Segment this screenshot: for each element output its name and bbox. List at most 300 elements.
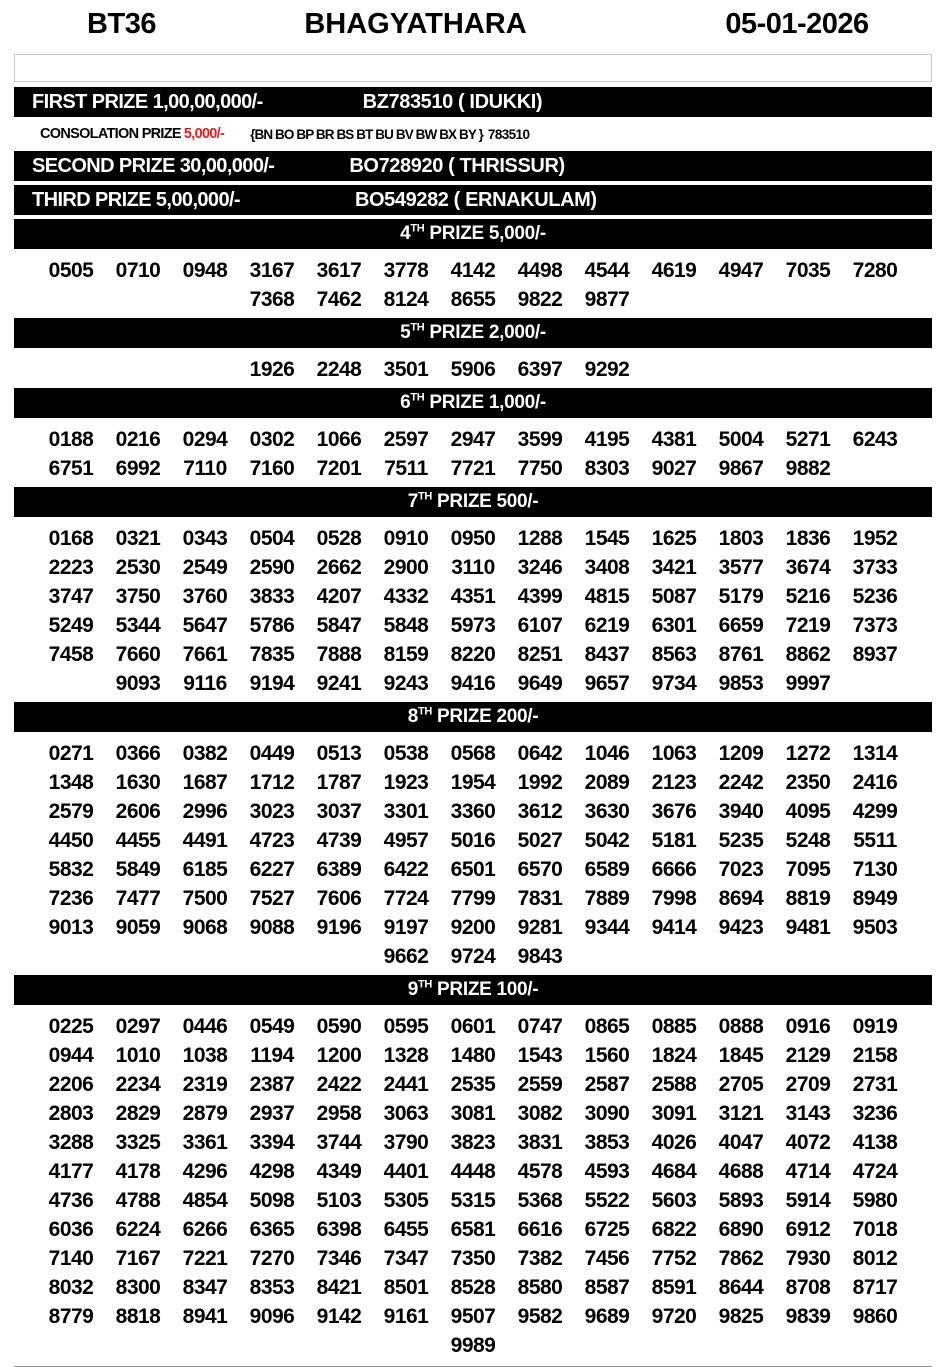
number-row [14, 553, 932, 582]
number-cell: 5511 [853, 828, 897, 852]
number-cell: 7862 [718, 1246, 764, 1270]
number-cell: 9503 [852, 915, 898, 939]
number-cell: 3246 [517, 555, 563, 579]
number-cell: 5522 [584, 1188, 630, 1212]
number-cell: 0271 [48, 741, 94, 765]
number-cell: 8353 [249, 1275, 295, 1299]
seventh-prize-suffix: TH [417, 490, 433, 503]
number-cell: 3747 [48, 584, 94, 608]
number-cell: 8580 [517, 1275, 563, 1299]
number-cell: 4854 [182, 1188, 228, 1212]
number-cell: 9825 [718, 1304, 764, 1328]
number-cell: 3501 [383, 357, 429, 381]
number-cell: 1010 [115, 1043, 161, 1067]
sixth-prize-amount: PRIZE 1,000/- [424, 392, 546, 413]
number-cell: 8717 [852, 1275, 898, 1299]
number-cell: 4815 [584, 584, 630, 608]
number-cell: 8437 [584, 642, 630, 666]
number-cell: 3831 [517, 1130, 563, 1154]
number-cell: 0225 [48, 1014, 94, 1038]
number-cell: 0294 [182, 427, 228, 451]
number-cell: 4178 [115, 1159, 161, 1183]
number-cell: 1480 [450, 1043, 496, 1067]
number-cell: 3676 [651, 799, 697, 823]
number-cell: 7236 [48, 886, 94, 910]
consolation-prize-label: CONSOLATION PRIZE [40, 126, 181, 142]
number-cell: 4177 [48, 1159, 94, 1183]
second-prize-bar [14, 151, 932, 181]
number-cell: 4332 [383, 584, 429, 608]
number-cell: 1038 [182, 1043, 228, 1067]
number-cell: 9013 [48, 915, 94, 939]
number-cell: 7888 [316, 642, 362, 666]
number-row [14, 256, 932, 285]
number-cell: 2234 [115, 1072, 161, 1096]
number-cell: 4047 [718, 1130, 764, 1154]
number-cell: 8124 [383, 287, 429, 311]
number-cell: 7831 [517, 886, 563, 910]
number-cell: 1543 [517, 1043, 563, 1067]
number-cell: 2123 [651, 770, 697, 794]
number-cell: 6185 [182, 857, 228, 881]
number-cell: 2587 [584, 1072, 630, 1096]
number-cell: 9142 [316, 1304, 362, 1328]
number-cell: 6398 [316, 1217, 362, 1241]
fifth-prize-amount: PRIZE 2,000/- [424, 322, 546, 343]
number-cell: 0865 [584, 1014, 630, 1038]
number-row [14, 1041, 932, 1070]
number-cell: 2996 [182, 799, 228, 823]
ninth-prize-amount: PRIZE 100/- [432, 979, 539, 1000]
number-cell: 3833 [249, 584, 295, 608]
number-cell: 3778 [383, 258, 429, 282]
number-cell: 1836 [785, 526, 831, 550]
number-cell: 7724 [383, 886, 429, 910]
number-cell: 0595 [383, 1014, 429, 1038]
number-cell: 5344 [115, 613, 161, 637]
number-cell: 7527 [249, 886, 295, 910]
number-cell: 9423 [718, 915, 764, 939]
number-cell: 6301 [651, 613, 697, 637]
number-cell: 0343 [182, 526, 228, 550]
number-cell: 3288 [48, 1130, 94, 1154]
number-cell: 2590 [249, 555, 295, 579]
number-cell: 9414 [651, 915, 697, 939]
consolation-number: 783510 [487, 126, 530, 142]
number-cell: 8300 [115, 1275, 161, 1299]
number-cell: 6725 [584, 1217, 630, 1241]
number-cell: 9088 [249, 915, 295, 939]
number-cell: 5235 [718, 828, 764, 852]
number-row [14, 913, 932, 942]
number-row [14, 1128, 932, 1157]
number-cell: 4450 [48, 828, 94, 852]
lottery-code: BT36 [87, 8, 156, 40]
number-cell: 8818 [115, 1304, 161, 1328]
number-cell: 7752 [651, 1246, 697, 1270]
number-cell: 4455 [115, 828, 161, 852]
number-cell: 3853 [584, 1130, 630, 1154]
number-cell: 0446 [182, 1014, 228, 1038]
number-row [14, 797, 932, 826]
number-cell: 3110 [451, 555, 495, 579]
number-cell: 9853 [718, 671, 764, 695]
number-row [14, 768, 932, 797]
number-cell: 7930 [785, 1246, 831, 1270]
number-cell: 3744 [316, 1130, 362, 1154]
number-row [14, 1331, 932, 1360]
number-cell: 3612 [517, 799, 563, 823]
ninth-prize-label [408, 979, 539, 1001]
number-cell: 3577 [718, 555, 764, 579]
number-cell: 4026 [651, 1130, 697, 1154]
number-cell: 2709 [785, 1072, 831, 1096]
number-cell: 3733 [852, 555, 898, 579]
number-cell: 7167 [115, 1246, 161, 1270]
number-cell: 9822 [517, 287, 563, 311]
number-cell: 4724 [852, 1159, 898, 1183]
number-cell: 2900 [383, 555, 429, 579]
fourth-prize-suffix: TH [410, 222, 425, 235]
number-cell: 9161 [383, 1304, 429, 1328]
number-cell: 2129 [785, 1043, 831, 1067]
number-cell: 2248 [316, 357, 362, 381]
number-cell: 1272 [785, 741, 831, 765]
number-cell: 6227 [249, 857, 295, 881]
number-cell: 8819 [785, 886, 831, 910]
number-cell: 4207 [316, 584, 362, 608]
number-cell: 4544 [584, 258, 630, 282]
number-cell: 7500 [182, 886, 228, 910]
number-cell: 7221 [182, 1246, 228, 1270]
sixth-prize-ordinal: 6 [400, 392, 411, 413]
number-cell: 2559 [517, 1072, 563, 1096]
number-cell: 9867 [718, 456, 764, 480]
number-cell: 9197 [383, 915, 429, 939]
number-cell: 9724 [450, 944, 496, 968]
number-cell: 9843 [517, 944, 563, 968]
number-cell: 7373 [852, 613, 898, 637]
number-cell: 9068 [182, 915, 228, 939]
fifth-prize-suffix: TH [410, 321, 425, 334]
number-row [14, 942, 932, 971]
number-cell: 5847 [316, 613, 362, 637]
number-cell: 4351 [450, 584, 496, 608]
fifth-prize-numbers [14, 352, 932, 388]
number-cell: 3023 [249, 799, 295, 823]
number-cell: 5181 [651, 828, 697, 852]
fourth-prize-ordinal: 4 [400, 223, 411, 244]
number-cell: 0590 [316, 1014, 362, 1038]
number-cell: 7799 [450, 886, 496, 910]
first-prize-ticket: BZ783510 ( IDUKKI) [362, 90, 543, 113]
number-cell: 2319 [182, 1072, 228, 1096]
ninth-prize-numbers [14, 1009, 932, 1364]
number-cell: 9096 [249, 1304, 295, 1328]
number-cell: 3236 [852, 1101, 898, 1125]
number-cell: 1923 [383, 770, 429, 794]
number-cell: 2606 [115, 799, 161, 823]
number-cell: 8708 [785, 1275, 831, 1299]
number-cell: 3167 [249, 258, 295, 282]
number-cell: 4619 [651, 258, 697, 282]
number-cell: 8949 [852, 886, 898, 910]
number-row [14, 285, 932, 314]
number-row [14, 582, 932, 611]
sixth-prize-numbers [14, 422, 932, 487]
number-row [14, 855, 932, 884]
number-cell: 1954 [450, 770, 496, 794]
number-cell: 4714 [785, 1159, 831, 1183]
number-cell: 3081 [450, 1101, 496, 1125]
number-cell: 0710 [115, 258, 161, 282]
number-cell: 7889 [584, 886, 630, 910]
number-cell: 1066 [316, 427, 362, 451]
number-cell: 7458 [48, 642, 94, 666]
lottery-name: BHAGYATHARA [304, 8, 527, 40]
number-cell: 2530 [115, 555, 161, 579]
number-row [14, 1302, 932, 1331]
number-cell: 3599 [517, 427, 563, 451]
number-cell: 7110 [183, 456, 227, 480]
number-row [14, 611, 932, 640]
number-cell: 3630 [584, 799, 630, 823]
number-cell: 7140 [48, 1246, 94, 1270]
number-cell: 9662 [383, 944, 429, 968]
number-cell: 5893 [718, 1188, 764, 1212]
number-cell: 1200 [316, 1043, 362, 1067]
number-cell: 3143 [785, 1101, 831, 1125]
number-cell: 5848 [383, 613, 429, 637]
number-cell: 5906 [450, 357, 496, 381]
consolation-prize-amount: 5,000/- [183, 126, 225, 142]
number-cell: 7130 [852, 857, 898, 881]
notes-box[interactable] [14, 54, 932, 82]
number-cell: 6389 [316, 857, 362, 881]
number-cell: 8032 [48, 1275, 94, 1299]
number-cell: 0188 [48, 427, 94, 451]
number-row [14, 1157, 932, 1186]
eighth-prize-bar [14, 702, 932, 732]
number-cell: 9200 [450, 915, 496, 939]
consolation-series-list: {BN BO BP BR BS BT BU BV BW BX BY } [250, 126, 483, 142]
number-cell: 7346 [316, 1246, 362, 1270]
number-cell: 0505 [48, 258, 94, 282]
number-cell: 3823 [450, 1130, 496, 1154]
fourth-prize-numbers [14, 253, 932, 318]
number-cell: 4957 [383, 828, 429, 852]
number-cell: 5849 [115, 857, 161, 881]
number-cell: 9989 [450, 1333, 496, 1357]
second-prize-ticket: BO728920 ( THRISSUR) [349, 154, 565, 177]
number-cell: 3408 [584, 555, 630, 579]
fourth-prize-bar [14, 219, 932, 249]
number-cell: 7095 [785, 857, 831, 881]
number-cell: 7998 [651, 886, 697, 910]
number-cell: 5042 [584, 828, 630, 852]
number-cell: 2158 [852, 1043, 898, 1067]
document-header [14, 0, 932, 54]
seventh-prize-label [408, 491, 539, 513]
number-cell: 8159 [383, 642, 429, 666]
number-cell: 7219 [785, 613, 831, 637]
number-cell: 9093 [115, 671, 161, 695]
number-cell: 9194 [249, 671, 295, 695]
number-cell: 6266 [182, 1217, 228, 1241]
number-cell: 6581 [450, 1217, 496, 1241]
number-cell: 1348 [48, 770, 94, 794]
number-cell: 9839 [785, 1304, 831, 1328]
number-cell: 5973 [450, 613, 496, 637]
number-cell: 7382 [517, 1246, 563, 1270]
fourth-prize-amount: PRIZE 5,000/- [424, 223, 546, 244]
number-cell: 1046 [584, 741, 630, 765]
number-cell: 8587 [584, 1275, 630, 1299]
number-cell: 5027 [517, 828, 563, 852]
number-cell: 9882 [785, 456, 831, 480]
number-cell: 6890 [718, 1217, 764, 1241]
number-cell: 9241 [316, 671, 362, 695]
number-cell: 2803 [48, 1101, 94, 1125]
number-cell: 9196 [316, 915, 362, 939]
number-cell: 5271 [785, 427, 831, 451]
number-cell: 6397 [517, 357, 563, 381]
number-cell: 9292 [584, 357, 630, 381]
number-row [14, 1244, 932, 1273]
number-cell: 8421 [316, 1275, 362, 1299]
number-cell: 3360 [450, 799, 496, 823]
number-cell: 1845 [718, 1043, 764, 1067]
number-cell: 6455 [383, 1217, 429, 1241]
number-cell: 2441 [383, 1072, 429, 1096]
eighth-prize-amount: PRIZE 200/- [432, 706, 539, 727]
number-cell: 4072 [785, 1130, 831, 1154]
number-cell: 0948 [182, 258, 228, 282]
fifth-prize-label [400, 322, 546, 344]
number-cell: 2588 [651, 1072, 697, 1096]
number-cell: 0888 [718, 1014, 764, 1038]
number-row [14, 1012, 932, 1041]
number-cell: 6365 [249, 1217, 295, 1241]
number-cell: 9582 [517, 1304, 563, 1328]
seventh-prize-amount: PRIZE 500/- [432, 491, 539, 512]
number-row [14, 669, 932, 698]
number-cell: 6036 [48, 1217, 94, 1241]
number-cell: 0449 [249, 741, 295, 765]
number-cell: 9657 [584, 671, 630, 695]
number-cell: 4947 [718, 258, 764, 282]
number-cell: 2535 [450, 1072, 496, 1096]
number-cell: 1952 [852, 526, 898, 550]
number-cell: 8644 [718, 1275, 764, 1299]
number-cell: 6659 [718, 613, 764, 637]
number-cell: 8251 [517, 642, 563, 666]
ninth-prize-suffix: TH [417, 978, 433, 991]
number-row [14, 826, 932, 855]
number-cell: 4298 [249, 1159, 295, 1183]
fourth-prize-label [400, 223, 546, 245]
number-cell: 0916 [785, 1014, 831, 1038]
number-row [14, 884, 932, 913]
number-cell: 4142 [450, 258, 496, 282]
number-cell: 6219 [584, 613, 630, 637]
number-cell: 3325 [115, 1130, 161, 1154]
number-cell: 0168 [48, 526, 94, 550]
number-cell: 4688 [718, 1159, 764, 1183]
number-cell: 7477 [115, 886, 161, 910]
number-cell: 7347 [383, 1246, 429, 1270]
number-cell: 3121 [718, 1101, 764, 1125]
number-cell: 4299 [852, 799, 898, 823]
number-cell: 2947 [450, 427, 496, 451]
number-cell: 2579 [48, 799, 94, 823]
number-cell: 5786 [249, 613, 295, 637]
number-cell: 9689 [584, 1304, 630, 1328]
number-cell: 3394 [249, 1130, 295, 1154]
number-cell: 6107 [517, 613, 563, 637]
number-cell: 9027 [651, 456, 697, 480]
number-cell: 0297 [115, 1014, 161, 1038]
number-cell: 5179 [718, 584, 764, 608]
number-cell: 4138 [852, 1130, 898, 1154]
consolation-prize-row [14, 121, 932, 147]
sixth-prize-suffix: TH [410, 391, 425, 404]
number-row [14, 1070, 932, 1099]
number-cell: 7511 [384, 456, 428, 480]
number-cell: 6501 [450, 857, 496, 881]
number-cell: 2829 [115, 1101, 161, 1125]
number-cell: 9344 [584, 915, 630, 939]
number-cell: 5004 [718, 427, 764, 451]
number-cell: 7456 [584, 1246, 630, 1270]
number-cell: 7035 [785, 258, 831, 282]
number-row [14, 1215, 932, 1244]
number-cell: 1545 [584, 526, 630, 550]
number-cell: 8528 [450, 1275, 496, 1299]
number-cell: 1992 [517, 770, 563, 794]
number-cell: 1560 [584, 1043, 630, 1067]
number-cell: 5098 [249, 1188, 295, 1212]
number-cell: 8501 [383, 1275, 429, 1299]
number-cell: 1803 [718, 526, 764, 550]
number-cell: 4491 [182, 828, 228, 852]
third-prize-label: THIRD PRIZE 5,00,000/- [32, 188, 240, 211]
number-cell: 9649 [517, 671, 563, 695]
number-cell: 6616 [517, 1217, 563, 1241]
number-cell: 8220 [450, 642, 496, 666]
number-cell: 5603 [651, 1188, 697, 1212]
number-cell: 6243 [852, 427, 898, 451]
number-cell: 7835 [249, 642, 295, 666]
number-cell: 8694 [718, 886, 764, 910]
number-cell: 8563 [651, 642, 697, 666]
seventh-prize-ordinal: 7 [407, 491, 418, 512]
number-cell: 3674 [785, 555, 831, 579]
number-cell: 3750 [115, 584, 161, 608]
number-cell: 0382 [182, 741, 228, 765]
number-cell: 9734 [651, 671, 697, 695]
number-row [14, 640, 932, 669]
seventh-prize-bar [14, 487, 932, 517]
number-cell: 7270 [249, 1246, 295, 1270]
number-cell: 3090 [584, 1101, 630, 1125]
number-cell: 5216 [785, 584, 831, 608]
number-cell: 6751 [48, 456, 94, 480]
number-cell: 3063 [383, 1101, 429, 1125]
number-cell: 1194 [250, 1043, 294, 1067]
number-row [14, 425, 932, 454]
number-cell: 1288 [517, 526, 563, 550]
